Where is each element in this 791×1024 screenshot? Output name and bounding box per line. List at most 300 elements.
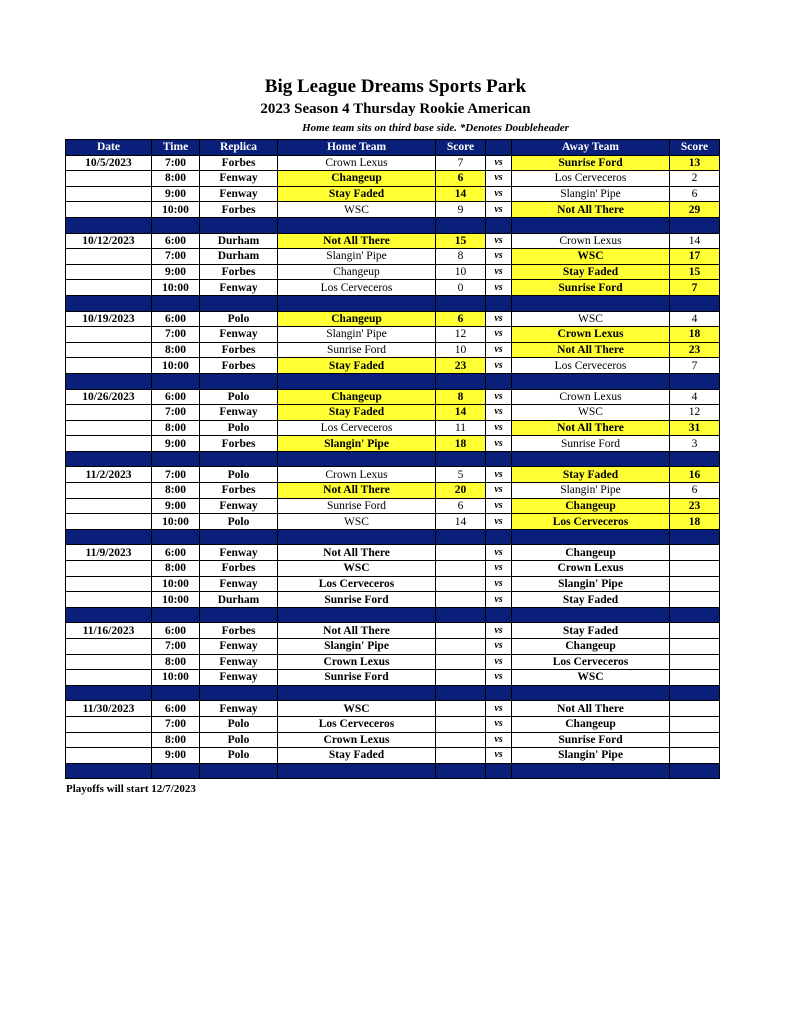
- vs-label: vs: [486, 639, 512, 655]
- table-row: [66, 311, 720, 327]
- home-score: 14: [436, 514, 486, 530]
- away-team: Stay Faded: [512, 264, 670, 280]
- game-time: 7:00: [152, 327, 200, 343]
- separator-cell: [66, 451, 152, 467]
- home-score: [436, 701, 486, 717]
- separator-cell: [200, 451, 278, 467]
- game-replica: Durham: [200, 249, 278, 265]
- game-replica: Fenway: [200, 576, 278, 592]
- separator-cell: [486, 607, 512, 623]
- separator-cell: [512, 763, 670, 779]
- table-row: [66, 202, 720, 218]
- separator-cell: [512, 529, 670, 545]
- separator-cell: [436, 685, 486, 701]
- game-time: 6:00: [152, 623, 200, 639]
- home-score: 12: [436, 327, 486, 343]
- game-time: 8:00: [152, 654, 200, 670]
- home-score: 8: [436, 389, 486, 405]
- away-team: Sunrise Ford: [512, 732, 670, 748]
- table-row: [66, 670, 720, 686]
- table-row: [66, 467, 720, 483]
- game-replica: Fenway: [200, 654, 278, 670]
- home-score: [436, 576, 486, 592]
- separator-cell: [486, 373, 512, 389]
- vs-label: vs: [486, 420, 512, 436]
- table-row: [66, 592, 720, 608]
- game-replica: Forbes: [200, 155, 278, 171]
- table-row: [66, 654, 720, 670]
- week-separator: [66, 451, 720, 467]
- away-team: WSC: [512, 670, 670, 686]
- game-replica: Polo: [200, 748, 278, 764]
- vs-label: vs: [486, 483, 512, 499]
- game-date: 10/5/2023: [66, 155, 152, 171]
- away-team: Los Cerveceros: [512, 654, 670, 670]
- game-replica: Forbes: [200, 342, 278, 358]
- game-date: [66, 732, 152, 748]
- away-score: 18: [670, 327, 720, 343]
- separator-cell: [200, 295, 278, 311]
- game-time: 7:00: [152, 249, 200, 265]
- table-row: [66, 186, 720, 202]
- away-team: Stay Faded: [512, 467, 670, 483]
- home-score: 23: [436, 358, 486, 374]
- away-score: [670, 654, 720, 670]
- away-score: [670, 545, 720, 561]
- home-team: Not All There: [278, 233, 436, 249]
- separator-cell: [152, 763, 200, 779]
- away-score: 4: [670, 389, 720, 405]
- game-date: [66, 171, 152, 187]
- vs-label: vs: [486, 716, 512, 732]
- away-team: Not All There: [512, 202, 670, 218]
- home-score: [436, 716, 486, 732]
- col-header-time: Time: [152, 140, 200, 156]
- vs-label: vs: [486, 748, 512, 764]
- vs-label: vs: [486, 576, 512, 592]
- week-separator: [66, 373, 720, 389]
- home-score: [436, 670, 486, 686]
- game-replica: Durham: [200, 233, 278, 249]
- table-row: [66, 327, 720, 343]
- home-team: WSC: [278, 701, 436, 717]
- away-score: 3: [670, 436, 720, 452]
- home-team: Not All There: [278, 483, 436, 499]
- home-score: 18: [436, 436, 486, 452]
- vs-label: vs: [486, 436, 512, 452]
- separator-cell: [200, 217, 278, 233]
- separator-cell: [200, 685, 278, 701]
- vs-label: vs: [486, 405, 512, 421]
- separator-cell: [278, 451, 436, 467]
- week-separator: [66, 529, 720, 545]
- separator-cell: [486, 217, 512, 233]
- away-team: Sunrise Ford: [512, 155, 670, 171]
- separator-cell: [278, 295, 436, 311]
- separator-cell: [486, 685, 512, 701]
- home-score: 6: [436, 171, 486, 187]
- game-date: [66, 483, 152, 499]
- away-team: Changeup: [512, 639, 670, 655]
- home-team: Los Cerveceros: [278, 576, 436, 592]
- away-team: Los Cerveceros: [512, 358, 670, 374]
- home-team: Crown Lexus: [278, 732, 436, 748]
- separator-cell: [512, 373, 670, 389]
- game-time: 10:00: [152, 670, 200, 686]
- home-score: 15: [436, 233, 486, 249]
- week-separator: [66, 295, 720, 311]
- game-date: [66, 639, 152, 655]
- vs-label: vs: [486, 264, 512, 280]
- home-team: Changeup: [278, 389, 436, 405]
- home-score: [436, 592, 486, 608]
- separator-cell: [512, 451, 670, 467]
- table-row: [66, 732, 720, 748]
- separator-cell: [670, 295, 720, 311]
- home-score: 10: [436, 342, 486, 358]
- home-team: Slangin' Pipe: [278, 436, 436, 452]
- game-date: [66, 748, 152, 764]
- separator-cell: [436, 373, 486, 389]
- game-time: 10:00: [152, 514, 200, 530]
- away-score: 6: [670, 186, 720, 202]
- home-team: Crown Lexus: [278, 467, 436, 483]
- vs-label: vs: [486, 623, 512, 639]
- page-subtitle: 2023 Season 4 Thursday Rookie American: [260, 101, 531, 117]
- game-time: 9:00: [152, 264, 200, 280]
- table-row: [66, 405, 720, 421]
- away-team: Crown Lexus: [512, 389, 670, 405]
- game-time: 6:00: [152, 233, 200, 249]
- home-score: [436, 623, 486, 639]
- separator-cell: [670, 451, 720, 467]
- game-date: [66, 654, 152, 670]
- table-row: [66, 280, 720, 296]
- away-score: 23: [670, 498, 720, 514]
- home-team: Sunrise Ford: [278, 342, 436, 358]
- game-date: 11/2/2023: [66, 467, 152, 483]
- game-date: [66, 592, 152, 608]
- game-date: [66, 716, 152, 732]
- away-score: 6: [670, 483, 720, 499]
- game-replica: Forbes: [200, 483, 278, 499]
- separator-cell: [486, 451, 512, 467]
- home-team: Slangin' Pipe: [278, 639, 436, 655]
- away-team: Crown Lexus: [512, 561, 670, 577]
- away-team: WSC: [512, 249, 670, 265]
- separator-cell: [278, 373, 436, 389]
- vs-label: vs: [486, 514, 512, 530]
- week-separator: [66, 763, 720, 779]
- game-date: 10/12/2023: [66, 233, 152, 249]
- separator-cell: [200, 529, 278, 545]
- home-team: Slangin' Pipe: [278, 249, 436, 265]
- game-date: [66, 358, 152, 374]
- vs-label: vs: [486, 249, 512, 265]
- game-replica: Fenway: [200, 280, 278, 296]
- separator-cell: [436, 763, 486, 779]
- game-date: [66, 498, 152, 514]
- game-date: 11/9/2023: [66, 545, 152, 561]
- vs-label: vs: [486, 498, 512, 514]
- table-row: [66, 623, 720, 639]
- table-row: [66, 436, 720, 452]
- home-score: [436, 561, 486, 577]
- game-time: 10:00: [152, 358, 200, 374]
- home-team: Stay Faded: [278, 405, 436, 421]
- away-team: Slangin' Pipe: [512, 186, 670, 202]
- col-header-vs: [486, 140, 512, 156]
- home-score: 5: [436, 467, 486, 483]
- separator-cell: [670, 685, 720, 701]
- home-score: 14: [436, 186, 486, 202]
- home-score: 14: [436, 405, 486, 421]
- separator-cell: [278, 763, 436, 779]
- game-replica: Forbes: [200, 623, 278, 639]
- table-row: [66, 264, 720, 280]
- game-replica: Fenway: [200, 701, 278, 717]
- home-score: 0: [436, 280, 486, 296]
- col-header-away-team: Away Team: [512, 140, 670, 156]
- away-score: [670, 732, 720, 748]
- schedule-table: [65, 139, 720, 779]
- table-row: [66, 358, 720, 374]
- vs-label: vs: [486, 592, 512, 608]
- vs-label: vs: [486, 358, 512, 374]
- table-row: [66, 483, 720, 499]
- game-date: [66, 280, 152, 296]
- vs-label: vs: [486, 311, 512, 327]
- separator-cell: [486, 763, 512, 779]
- game-replica: Fenway: [200, 639, 278, 655]
- vs-label: vs: [486, 389, 512, 405]
- home-team: Not All There: [278, 545, 436, 561]
- col-header-away-score: Score: [670, 140, 720, 156]
- game-date: [66, 186, 152, 202]
- game-replica: Durham: [200, 592, 278, 608]
- away-score: 12: [670, 405, 720, 421]
- away-team: Crown Lexus: [512, 233, 670, 249]
- week-separator: [66, 607, 720, 623]
- game-time: 7:00: [152, 155, 200, 171]
- game-time: 7:00: [152, 467, 200, 483]
- separator-cell: [152, 685, 200, 701]
- away-team: Los Cerveceros: [512, 514, 670, 530]
- table-row: [66, 420, 720, 436]
- game-replica: Polo: [200, 514, 278, 530]
- home-score: 20: [436, 483, 486, 499]
- away-score: [670, 576, 720, 592]
- page-title: Big League Dreams Sports Park: [264, 76, 527, 97]
- game-replica: Fenway: [200, 498, 278, 514]
- table-row: [66, 498, 720, 514]
- game-replica: Fenway: [200, 405, 278, 421]
- home-score: [436, 545, 486, 561]
- away-team: Changeup: [512, 716, 670, 732]
- game-time: 8:00: [152, 732, 200, 748]
- away-score: [670, 748, 720, 764]
- home-team: Changeup: [278, 171, 436, 187]
- vs-label: vs: [486, 545, 512, 561]
- home-team: Stay Faded: [278, 748, 436, 764]
- vs-label: vs: [486, 171, 512, 187]
- table-row: [66, 701, 720, 717]
- game-time: 6:00: [152, 311, 200, 327]
- game-replica: Polo: [200, 467, 278, 483]
- vs-label: vs: [486, 654, 512, 670]
- game-date: [66, 436, 152, 452]
- separator-cell: [512, 295, 670, 311]
- separator-cell: [152, 451, 200, 467]
- away-score: 31: [670, 420, 720, 436]
- separator-cell: [512, 217, 670, 233]
- separator-cell: [66, 763, 152, 779]
- game-date: [66, 327, 152, 343]
- game-time: 9:00: [152, 748, 200, 764]
- home-team: Not All There: [278, 623, 436, 639]
- separator-cell: [152, 373, 200, 389]
- away-score: 15: [670, 264, 720, 280]
- game-replica: Fenway: [200, 327, 278, 343]
- footer-note: Playoffs will start 12/7/2023: [66, 783, 196, 795]
- game-time: 8:00: [152, 342, 200, 358]
- separator-cell: [200, 763, 278, 779]
- game-replica: Polo: [200, 389, 278, 405]
- schedule-body: [66, 155, 720, 779]
- home-score: 6: [436, 311, 486, 327]
- game-time: 7:00: [152, 639, 200, 655]
- away-score: 16: [670, 467, 720, 483]
- vs-label: vs: [486, 342, 512, 358]
- home-team: Crown Lexus: [278, 654, 436, 670]
- separator-cell: [670, 373, 720, 389]
- separator-cell: [670, 529, 720, 545]
- away-team: Sunrise Ford: [512, 280, 670, 296]
- separator-cell: [152, 529, 200, 545]
- away-team: Not All There: [512, 342, 670, 358]
- game-time: 10:00: [152, 576, 200, 592]
- away-team: Not All There: [512, 701, 670, 717]
- separator-cell: [278, 685, 436, 701]
- col-header-home-score: Score: [436, 140, 486, 156]
- table-row: [66, 561, 720, 577]
- separator-cell: [436, 607, 486, 623]
- game-replica: Fenway: [200, 186, 278, 202]
- separator-cell: [436, 451, 486, 467]
- separator-cell: [66, 685, 152, 701]
- game-replica: Forbes: [200, 264, 278, 280]
- game-replica: Forbes: [200, 436, 278, 452]
- separator-cell: [670, 607, 720, 623]
- away-score: 17: [670, 249, 720, 265]
- game-date: [66, 264, 152, 280]
- away-score: [670, 561, 720, 577]
- game-replica: Fenway: [200, 171, 278, 187]
- separator-cell: [152, 217, 200, 233]
- separator-cell: [66, 607, 152, 623]
- table-row: [66, 389, 720, 405]
- table-row: [66, 748, 720, 764]
- separator-cell: [66, 295, 152, 311]
- table-row: [66, 233, 720, 249]
- vs-label: vs: [486, 701, 512, 717]
- home-team: Crown Lexus: [278, 155, 436, 171]
- game-time: 6:00: [152, 701, 200, 717]
- away-score: 14: [670, 233, 720, 249]
- away-team: Changeup: [512, 545, 670, 561]
- away-score: 18: [670, 514, 720, 530]
- home-team: Changeup: [278, 311, 436, 327]
- game-replica: Polo: [200, 716, 278, 732]
- away-score: 13: [670, 155, 720, 171]
- home-team: Los Cerveceros: [278, 280, 436, 296]
- header-note: Home team sits on third base side. *Denotes Doubleheader: [302, 122, 569, 134]
- separator-cell: [278, 217, 436, 233]
- separator-cell: [200, 607, 278, 623]
- separator-cell: [278, 607, 436, 623]
- game-replica: Fenway: [200, 670, 278, 686]
- game-date: [66, 561, 152, 577]
- game-replica: Forbes: [200, 358, 278, 374]
- game-replica: Forbes: [200, 202, 278, 218]
- separator-cell: [670, 763, 720, 779]
- away-score: 7: [670, 358, 720, 374]
- away-score: 7: [670, 280, 720, 296]
- game-date: [66, 405, 152, 421]
- vs-label: vs: [486, 202, 512, 218]
- away-team: Not All There: [512, 420, 670, 436]
- away-team: Changeup: [512, 498, 670, 514]
- game-replica: Polo: [200, 732, 278, 748]
- separator-cell: [670, 217, 720, 233]
- home-team: Sunrise Ford: [278, 592, 436, 608]
- game-time: 9:00: [152, 498, 200, 514]
- home-team: WSC: [278, 514, 436, 530]
- away-team: Sunrise Ford: [512, 436, 670, 452]
- home-team: Stay Faded: [278, 358, 436, 374]
- away-team: Los Cerveceros: [512, 171, 670, 187]
- col-header-replica: Replica: [200, 140, 278, 156]
- separator-cell: [436, 295, 486, 311]
- separator-cell: [436, 217, 486, 233]
- home-score: 6: [436, 498, 486, 514]
- table-row: [66, 342, 720, 358]
- game-date: [66, 342, 152, 358]
- col-header-date: Date: [66, 140, 152, 156]
- away-score: [670, 592, 720, 608]
- table-row: [66, 514, 720, 530]
- table-row: [66, 576, 720, 592]
- game-date: [66, 420, 152, 436]
- away-team: Crown Lexus: [512, 327, 670, 343]
- away-score: 2: [670, 171, 720, 187]
- game-time: 8:00: [152, 420, 200, 436]
- vs-label: vs: [486, 467, 512, 483]
- separator-cell: [200, 373, 278, 389]
- vs-label: vs: [486, 280, 512, 296]
- table-row: [66, 249, 720, 265]
- game-date: [66, 514, 152, 530]
- separator-cell: [486, 295, 512, 311]
- game-time: 9:00: [152, 186, 200, 202]
- vs-label: vs: [486, 561, 512, 577]
- game-time: 6:00: [152, 545, 200, 561]
- home-team: Sunrise Ford: [278, 670, 436, 686]
- table-row: [66, 639, 720, 655]
- game-time: 8:00: [152, 171, 200, 187]
- away-team: WSC: [512, 311, 670, 327]
- away-score: [670, 623, 720, 639]
